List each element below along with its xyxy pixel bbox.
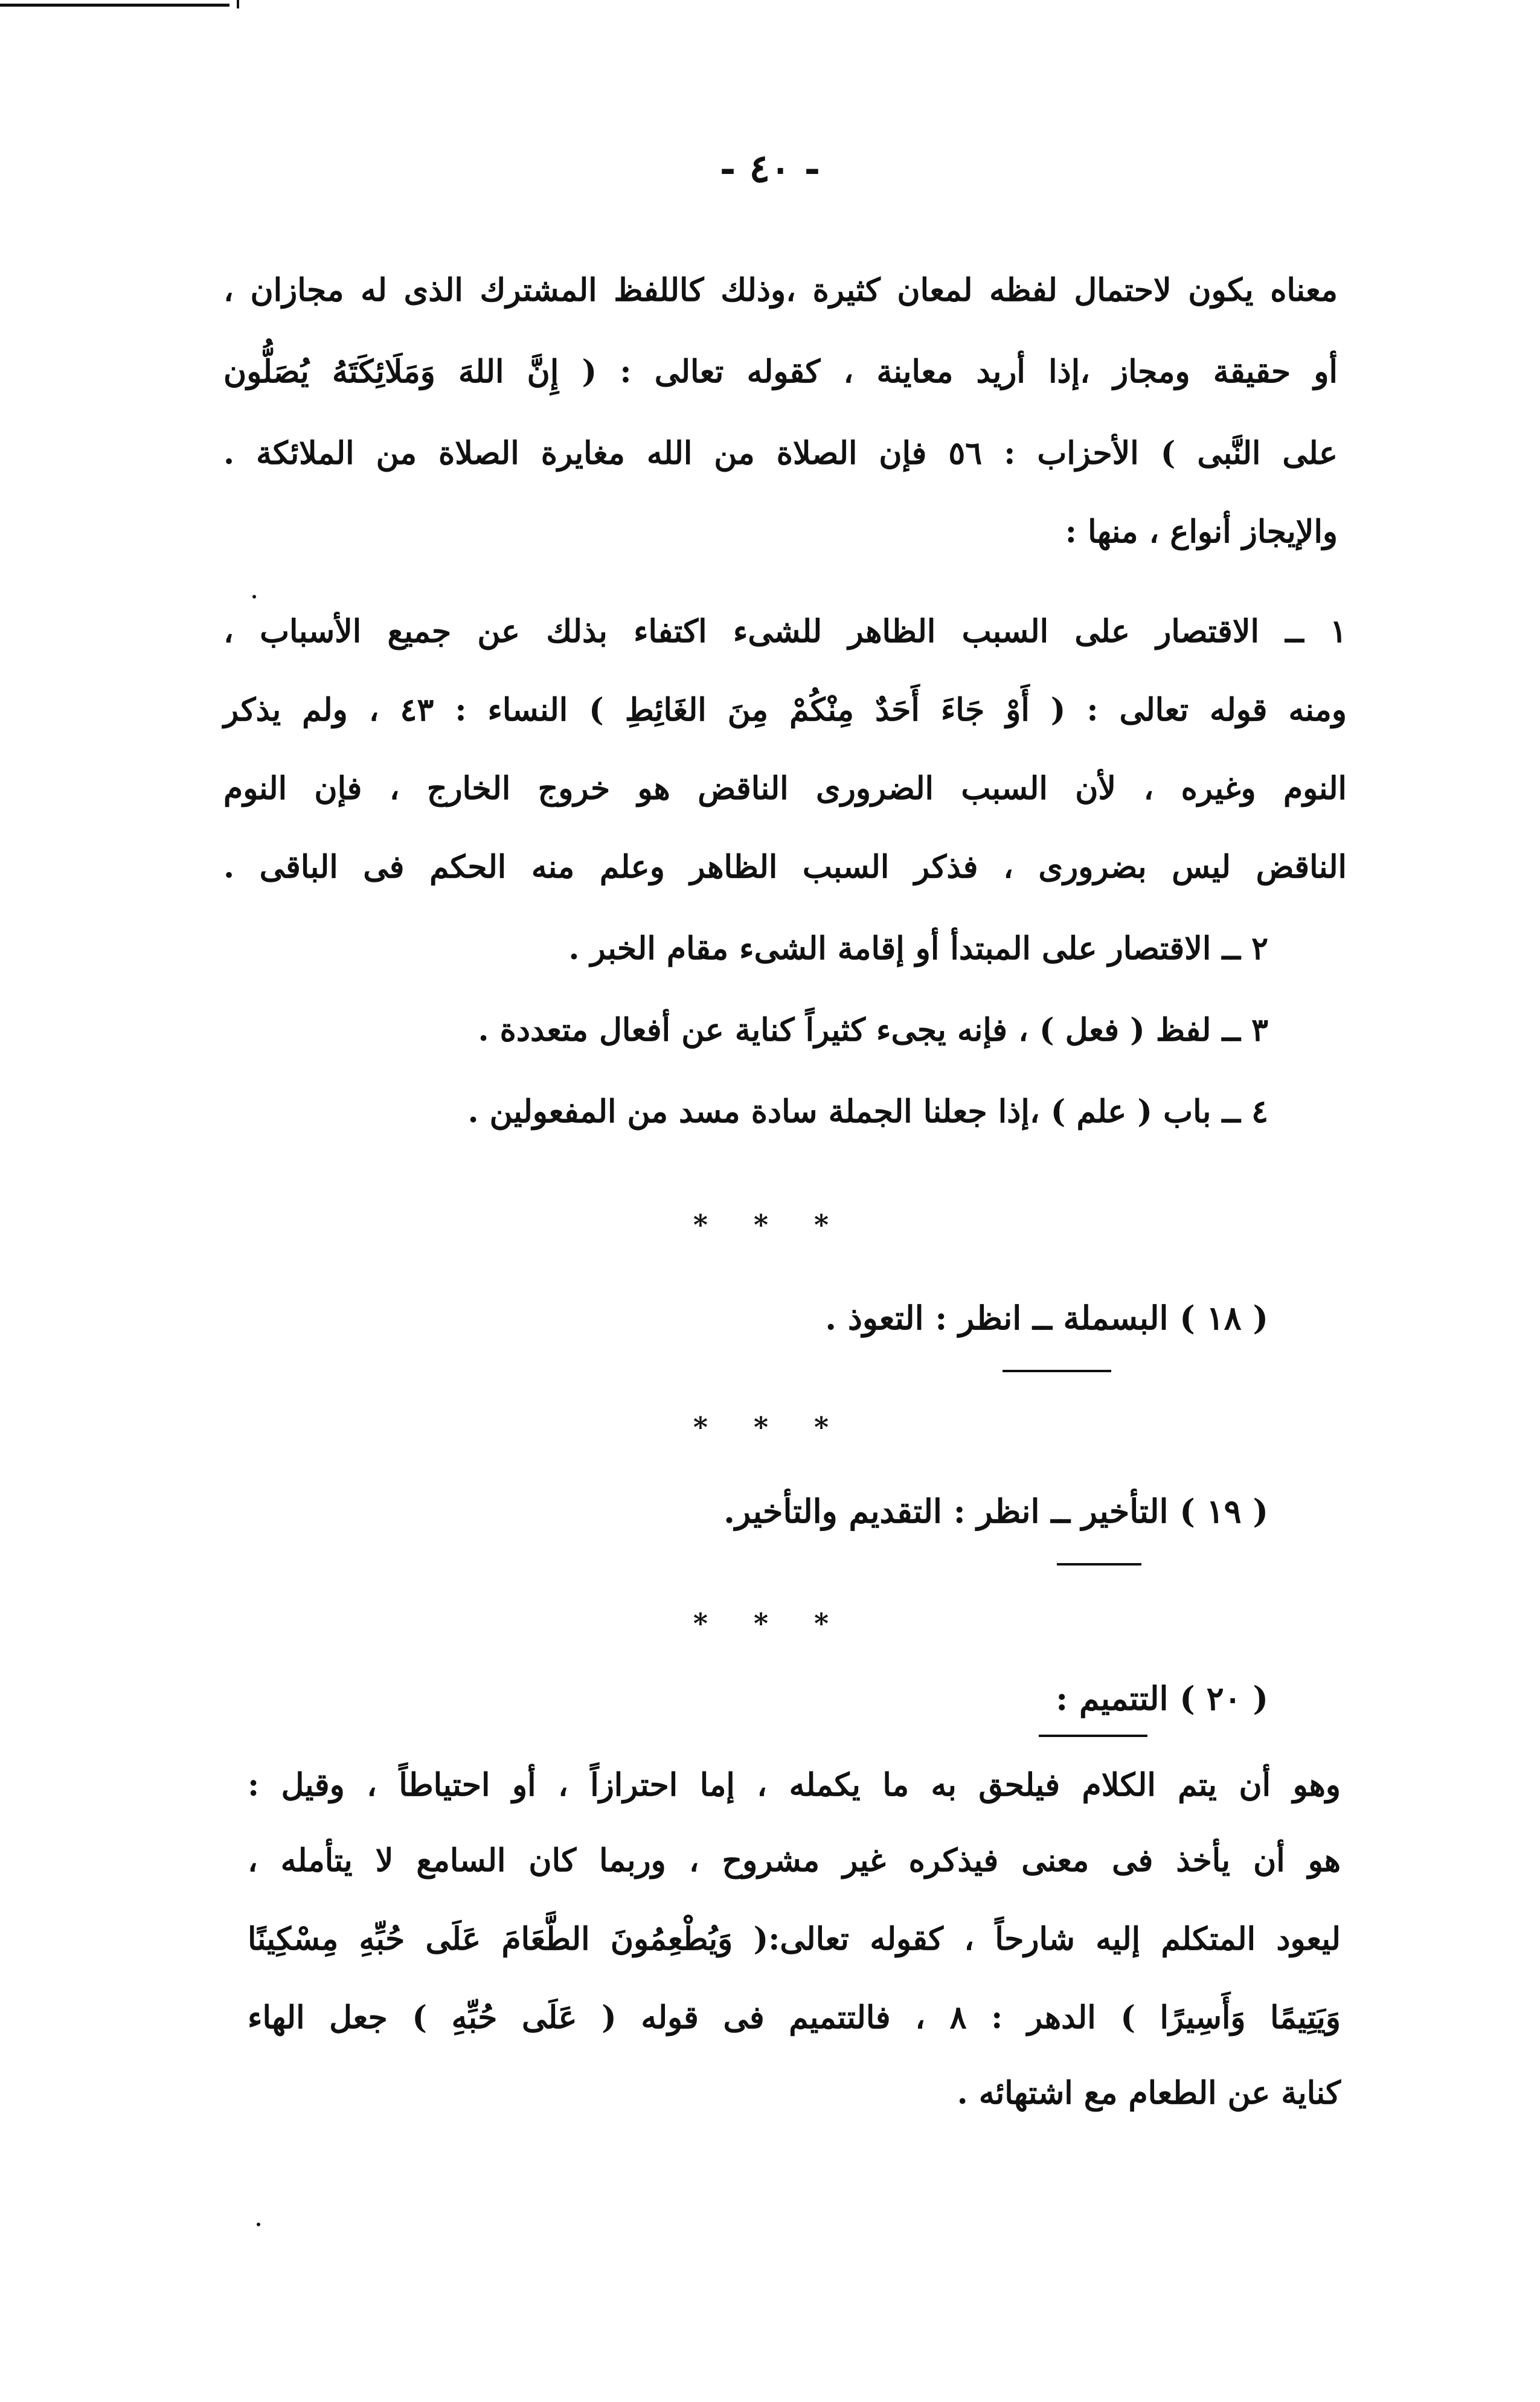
list-item: ٤ ــ باب ( علم ) ،إذا جعلنا الجملة سادة مسد من المفعولين . — [467, 1093, 1268, 1130]
list-item: ٣ ــ لفظ ( فعل ) ، فإنه يجىء كثيراً كناية عن أفعال متعددة . — [478, 1012, 1268, 1048]
section-separator: * * * — [693, 1411, 847, 1443]
entry-underline — [1039, 1735, 1147, 1737]
list-item-1 — [223, 613, 1347, 930]
paragraph-line: والإيجاز أنواع ، منها : — [1065, 513, 1338, 550]
list-item: ٢ ــ الاقتصار على المبتدأ أو إقامة الشىء مقام الخبر . — [568, 930, 1268, 967]
paragraph-line: على النَّبى ) الأحزاب : ٥٦ فإن الصلاة من الله مغايرة الصلاة من الملائكة . — [223, 435, 1338, 472]
stray-dot — [252, 595, 256, 599]
body-line: وهو أن يتم الكلام فيلحق به ما يكمله ، إما احترازاً ، أو احتياطاً ، وقيل : — [248, 1767, 1341, 1803]
list-items — [338, 930, 1268, 1175]
body-line: وَيَتِيمًا وَأَسِيرًا ) الدهر : ٨ ، فالتتميم فى قوله ( عَلَى حُبِّهِ ) جعل الهاء — [248, 1999, 1341, 2036]
paragraph-line: أو حقيقة ومجاز ،إذا أريد معاينة ، كقوله تعالى : ( إِنَّ اللهَ وَمَلَائِكَتَهُ يُصَلُّون — [223, 353, 1338, 390]
section-separator: * * * — [693, 1209, 847, 1241]
entry-heading-18: ( ١٨ ) البسملة ــ انظر : التعوذ . — [825, 1299, 1268, 1337]
continuation-paragraph — [223, 272, 1338, 550]
paragraph-line: معناه يكون لاحتمال لفظه لمعان كثيرة ،وذلك كاللفظ المشترك الذى له مجازان ، — [223, 272, 1338, 309]
top-rule — [0, 4, 229, 7]
stray-dot — [257, 2223, 260, 2226]
entry-underline — [1003, 1370, 1111, 1372]
body-line: كناية عن الطعام مع اشتهائه . — [957, 2075, 1341, 2111]
body-line: هو أن يأخذ فى معنى فيذكره غير مشروح ، وربما كان السامع لا يتأمله ، — [248, 1842, 1341, 1879]
page-number: - ٤٠ - — [719, 146, 821, 191]
entry-20-body — [248, 1767, 1341, 2144]
entry-underline — [1057, 1563, 1141, 1565]
list-item-line: ومنه قوله تعالى : ( أَوْ جَاءَ أَحَدٌ مِنْكُمْ مِنَ الغَائِطِ ) النساء : ٤٣ ، ولم يذكر — [223, 692, 1347, 728]
top-rule-tick — [237, 0, 239, 8]
section-separator: * * * — [693, 1607, 847, 1640]
entry-heading-19: ( ١٩ ) التأخير ــ انظر : التقديم والتأخير. — [723, 1492, 1268, 1530]
list-item-line: ١ ــ الاقتصار على السبب الظاهر للشىء اكتفاء بذلك عن جميع الأسباب ، — [223, 613, 1347, 650]
list-item-line: الناقض ليس بضرورى ، فذكر السبب الظاهر وعلم منه الحكم فى الباقى . — [223, 849, 1347, 885]
body-line: ليعود المتكلم إليه شارحاً ، كقوله تعالى:( وَيُطْعِمُونَ الطَّعَامَ عَلَى حُبِّهِ مِسْكِينًا — [248, 1921, 1341, 1957]
list-item-line: النوم وغيره ، لأن السبب الضرورى الناقض هو خروج الخارج ، فإن النوم — [223, 770, 1347, 807]
entry-heading-20: ( ٢٠ ) التتميم : — [1056, 1679, 1268, 1718]
